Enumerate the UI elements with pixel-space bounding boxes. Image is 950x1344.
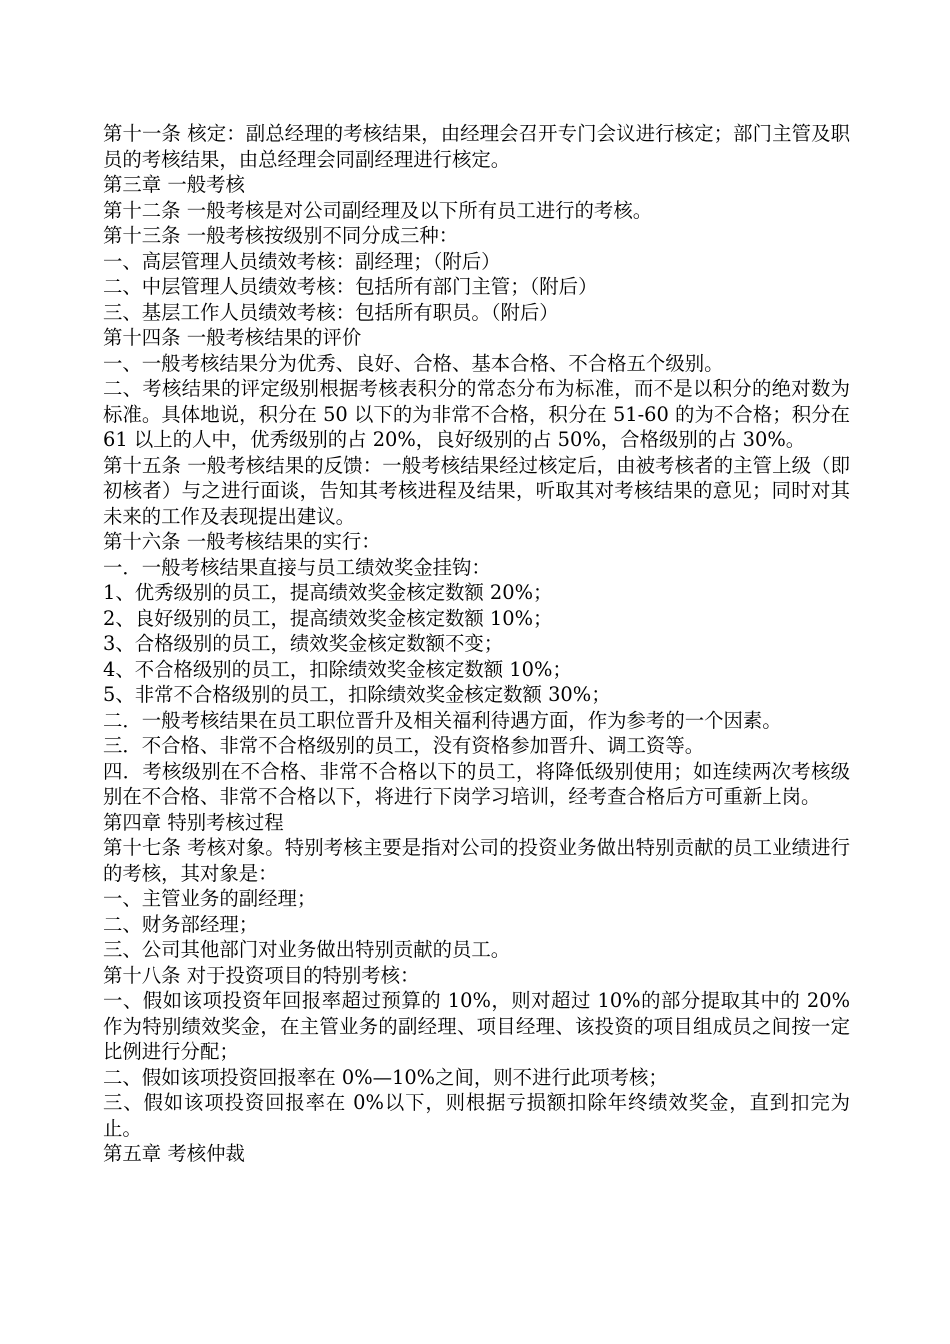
paragraph-article-12: 第十二条 一般考核是对公司副经理及以下所有员工进行的考核。: [103, 198, 653, 222]
list-item: 二、中层管理人员绩效考核：包括所有部门主管；（附后）: [103, 275, 598, 298]
list-item: 四．考核级别在不合格、非常不合格以下的员工，将降低级别使用；如连续两次考核级别在不合格、非常不合格以下，将进行下岗学习培训，经考查合格后方可重新上岗。: [103, 759, 850, 808]
list-item: 一、假如该项投资年回报率超过预算的 10%，则对超过 10%的部分提取其中的 20%作为特别绩效奖金，在主管业务的副经理、项目经理、该投资的项目组成员之间按一定比例进行分配；: [103, 989, 850, 1063]
list-item: 二．一般考核结果在员工职位晋升及相关福利待遇方面，作为参考的一个因素。: [103, 708, 782, 732]
chapter-3-heading: 第三章 一般考核: [103, 173, 245, 196]
list-item: 一、主管业务的副经理；: [103, 887, 317, 910]
paragraph-article-14: 第十四条 一般考核结果的评价: [103, 326, 362, 349]
list-item: 3、合格级别的员工，绩效奖金核定数额不变；: [103, 632, 504, 655]
paragraph-article-16: 第十六条 一般考核结果的实行：: [103, 530, 381, 553]
paragraph-article-17: 第十七条 考核对象。特别考核主要是指对公司的投资业务做出特别贡献的员工业绩进行的考核，其对象是：: [103, 836, 850, 885]
list-item: 1、优秀级别的员工，提高绩效奖金核定数额 20%；: [103, 581, 553, 604]
list-item: 一、一般考核结果分为优秀、良好、合格、基本合格、不合格五个级别。: [103, 351, 724, 375]
list-item: 二、假如该项投资回报率在 0%—10%之间，则不进行此项考核；: [103, 1065, 668, 1089]
list-item: 三、假如该项投资回报率在 0%以下，则根据亏损额扣除年终绩效奖金，直到扣完为止。: [103, 1091, 850, 1140]
list-item: 2、良好级别的员工，提高绩效奖金核定数额 10%；: [103, 606, 553, 630]
paragraph-article-18: 第十八条 对于投资项目的特别考核：: [103, 963, 420, 987]
document-body: [103, 121, 850, 1167]
list-item: 三、基层工作人员绩效考核：包括所有职员。（附后）: [103, 300, 559, 324]
list-item: 二、财务部经理；: [103, 912, 259, 936]
paragraph-article-11: 第十一条 核定：副总经理的考核结果，由经理会召开专门会议进行核定；部门主管及职员的考核结果，由总经理会同副经理进行核定。: [103, 122, 850, 171]
paragraph-article-15: 第十五条 一般考核结果的反馈：一般考核结果经过核定后，由被考核者的主管上级（即初核者）与之进行面谈，告知其考核进程及结果，听取其对考核结果的意见；同时对其未来的工作及表现提出建议。: [103, 453, 850, 528]
list-item: 一．一般考核结果直接与员工绩效奖金挂钩：: [103, 555, 491, 579]
paragraph-article-13: 第十三条 一般考核按级别不同分成三种：: [103, 224, 459, 247]
list-item: 一、高层管理人员绩效考核：副经理；（附后）: [103, 249, 501, 273]
list-item: 5、非常不合格级别的员工，扣除绩效奖金核定数额 30%；: [103, 683, 611, 706]
chapter-5-heading: 第五章 考核仲裁: [103, 1142, 245, 1165]
list-item: 二、考核结果的评定级别根据考核表积分的常态分布为标准，而不是以积分的绝对数为标准。具体地说，积分在 50 以下的为非常不合格，积分在 51-60 的为不合格；积分在 61 以上的人中，优秀级别的占 20%，良好级别的占 50%，合格级别的占 30%。: [103, 377, 850, 451]
chapter-4-heading: 第四章 特别考核过程: [103, 810, 284, 834]
list-item: 4、不合格级别的员工，扣除绩效奖金核定数额 10%；: [103, 657, 572, 681]
list-item: 三、公司其他部门对业务做出特别贡献的员工。: [103, 938, 511, 961]
list-item: 三．不合格、非常不合格级别的员工，没有资格参加晋升、调工资等。: [103, 734, 705, 757]
